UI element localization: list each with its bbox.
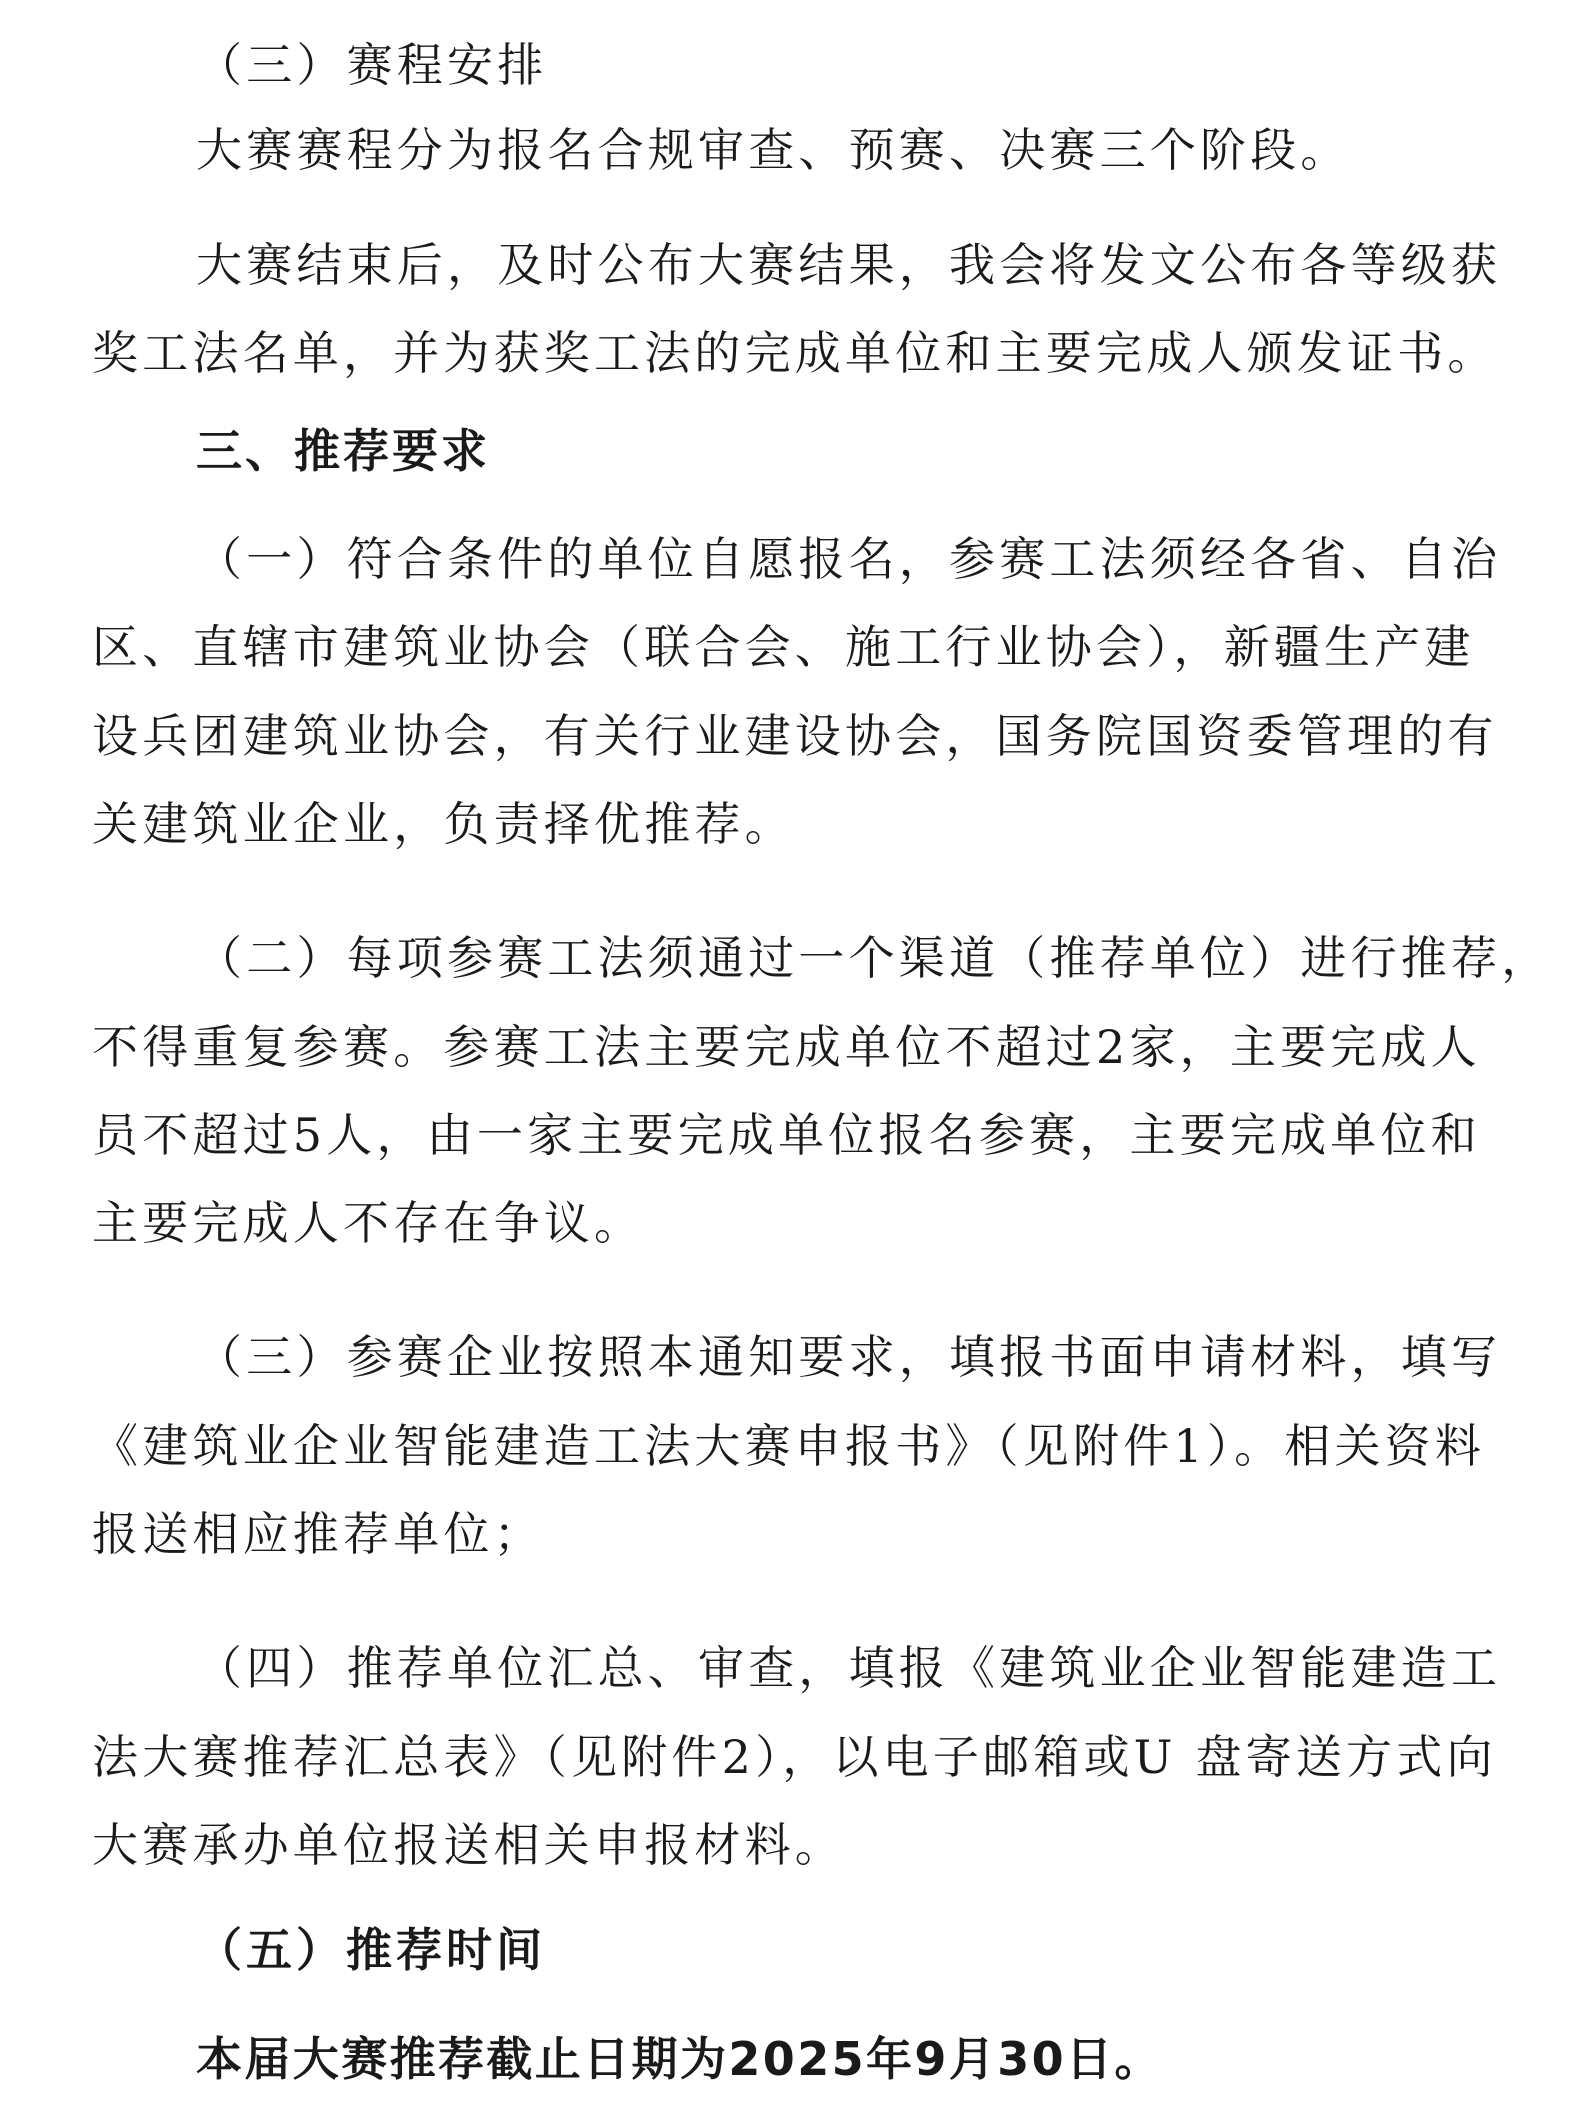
requirement-5-heading: （五）推荐时间	[196, 1923, 546, 1977]
schedule-paragraph-1: 大赛赛程分为报名合规审查、预赛、决赛三个阶段。	[196, 123, 1351, 177]
requirement-4-line-2: 法大赛推荐汇总表》（见附件2），以电子邮箱或U 盘寄送方式向	[92, 1730, 1497, 1784]
schedule-paragraph-2-line-1: 大赛结束后，及时公布大赛结果，我会将发文公布各等级获	[196, 238, 1502, 292]
requirement-1-line-4: 关建筑业企业，负责择优推荐。	[92, 797, 795, 851]
requirement-4-line-3: 大赛承办单位报送相关申报材料。	[92, 1818, 845, 1872]
deadline-statement: 本届大赛推荐截止日期为2025年9月30日。	[196, 2032, 1163, 2086]
requirement-2-line-3: 员不超过5人，由一家主要完成单位报名参赛，主要完成单位和	[92, 1108, 1481, 1162]
requirement-3-line-1: （三）参赛企业按照本通知要求，填报书面申请材料，填写	[196, 1330, 1502, 1384]
requirement-1-line-2: 区、直辖市建筑业协会（联合会、施工行业协会），新疆生产建	[92, 620, 1475, 674]
requirement-2-line-1: （二）每项参赛工法须通过一个渠道（推荐单位）进行推荐，	[196, 931, 1552, 985]
requirement-3-line-3: 报送相应推荐单位；	[92, 1507, 544, 1561]
requirement-4-line-1: （四）推荐单位汇总、审查，填报《建筑业企业智能建造工	[196, 1641, 1502, 1695]
requirement-2-line-2: 不得重复参赛。参赛工法主要完成单位不超过2家，主要完成人	[92, 1020, 1481, 1074]
requirement-1-line-1: （一）符合条件的单位自愿报名，参赛工法须经各省、自治	[196, 532, 1502, 586]
schedule-paragraph-2-line-2: 奖工法名单，并为获奖工法的完成单位和主要完成人颁发证书。	[92, 326, 1498, 380]
requirement-3-line-2: 《建筑业企业智能建造工法大赛申报书》（见附件1）。相关资料	[92, 1419, 1486, 1473]
section-3-heading: 三、推荐要求	[196, 424, 490, 478]
requirement-1-line-3: 设兵团建筑业协会，有关行业建设协会，国务院国资委管理的有	[92, 709, 1498, 763]
requirement-2-line-4: 主要完成人不存在争议。	[92, 1196, 645, 1250]
section-schedule-title: （三）赛程安排	[196, 38, 548, 92]
